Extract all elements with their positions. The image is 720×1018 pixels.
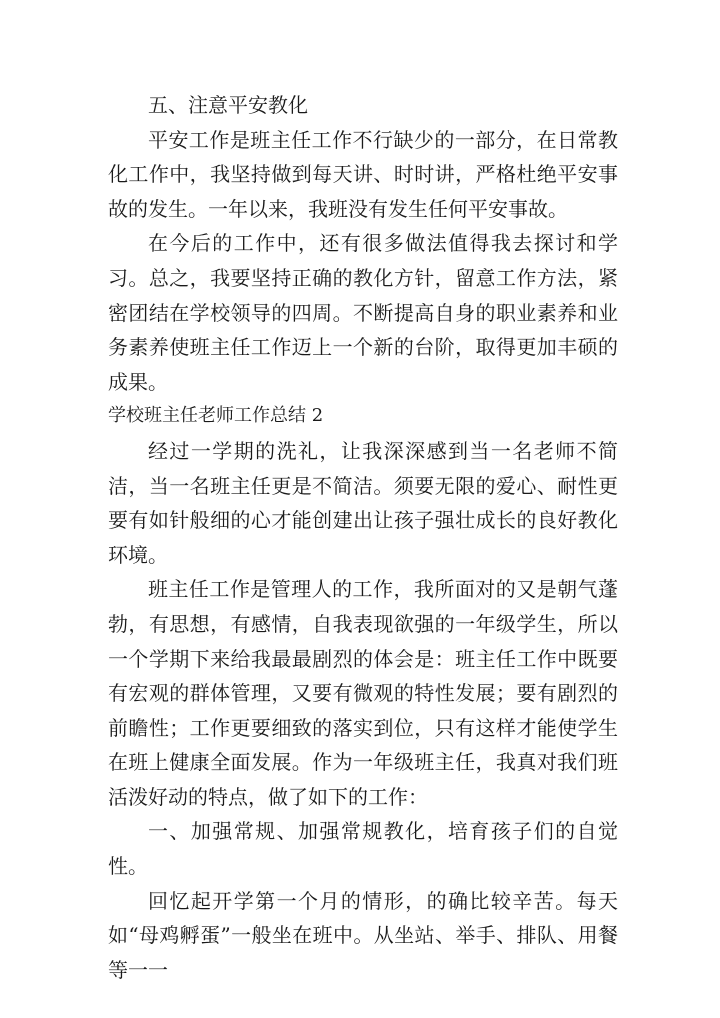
section-heading: 一、加强常规、加强常规教化，培育孩子们的自觉性。 bbox=[108, 819, 618, 879]
body-paragraph: 经过一学期的洗礼，让我深深感到当一名老师不简洁，当一名班主任更是不简洁。须要无限的爱心、耐性更要有如针般细的心才能创建出让孩子强壮成长的良好教化环境。 bbox=[108, 438, 618, 567]
section-heading: 五、注意平安教化 bbox=[148, 93, 308, 117]
body-paragraph: 在今后的工作中，还有很多做法值得我去探讨和学习。总之，我要坚持正确的教化方针，留意工作方法，紧密团结在学校领导的四周。不断提高自身的职业素养和业务素养使班主任工作迈上一个新的台阶，取得更加丰硕的成果。 bbox=[108, 231, 618, 394]
body-paragraph: 班主任工作是管理人的工作，我所面对的又是朝气蓬勃，有思想，有感情，自我表现欲强的一年级学生，所以一个学期下来给我最最剧烈的体会是：班主任工作中既要有宏观的群体管理，又要有微观的特性发展；要有剧烈的前瞻性；工作更要细致的落实到位，只有这样才能使学生在班上健康全面发展。作为一年级班主任，我真对我们班活泼好动的特点，做了如下的工作： bbox=[108, 577, 618, 809]
document-body bbox=[108, 88, 618, 987]
body-paragraph: 平安工作是班主任工作不行缺少的一部分，在日常教化工作中，我坚持做到每天讲、时时讲，严格杜绝平安事故的发生。一年以来，我班没有发生任何平安事故。 bbox=[108, 127, 618, 221]
body-paragraph: 回忆起开学第一个月的情形，的确比较辛苦。每天如“母鸡孵蛋”一般坐在班中。从坐站、举手、排队、用餐等一一 bbox=[108, 888, 618, 982]
article-title: 学校班主任老师工作总结 2 bbox=[108, 405, 324, 427]
